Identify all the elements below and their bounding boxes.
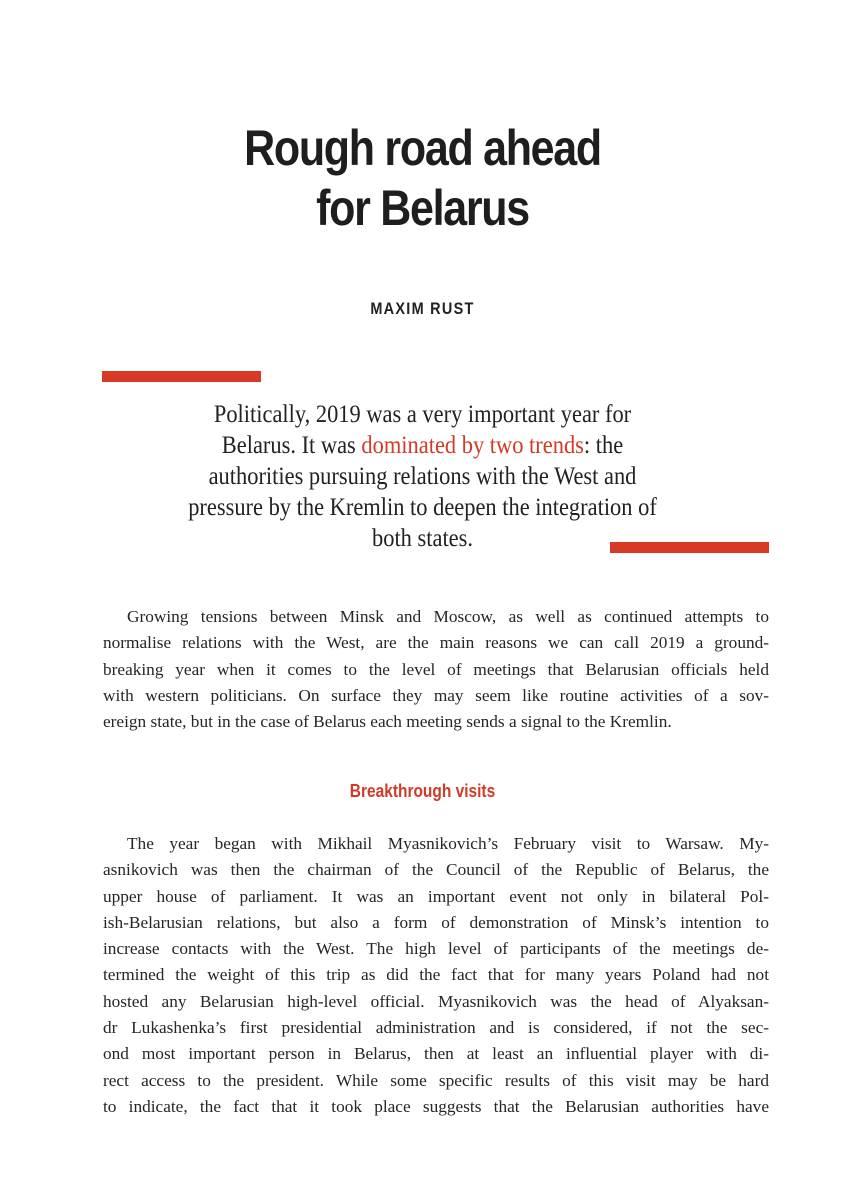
paragraph-line: normalise relations with the West, are the main reasons we can call 2019 a ground- (103, 633, 769, 653)
accent-bar-bottom (610, 542, 769, 553)
pull-quote (183, 398, 663, 553)
paragraph-line: rect access to the president. While some specific results of this visit may be hard (103, 1070, 769, 1090)
paragraph-line: asnikovich was then the chairman of the Council of the Republic of Belarus, the (103, 860, 769, 880)
pull-quote-highlight: dominated by two trends (361, 430, 584, 459)
title-line: for Belarus (316, 180, 529, 236)
paragraph-line: ond most important person in Belarus, then at least an influential player with di- (103, 1044, 769, 1064)
accent-bar-top (102, 371, 261, 382)
paragraph-line: termined the weight of this trip as did the fact that for many years Poland had not (103, 965, 769, 985)
paragraph-line: Growing tensions between Minsk and Moscow, as well as continued attempts to (127, 607, 769, 626)
paragraph-line: The year began with Mikhail Myasnikovich’s February visit to Warsaw. My- (127, 834, 769, 853)
article-title (59, 118, 786, 238)
paragraph-line: upper house of parliament. It was an important event not only in bilateral Pol- (103, 886, 769, 906)
paragraph-line: hosted any Belarusian high-level official. Myasnikovich was the head of Alyaksan- (103, 991, 769, 1011)
paragraph-line: breaking year when it comes to the level of meetings that Belarusian officials held (103, 659, 769, 679)
pull-quote-text-end: : the authorities pursuing relations with the West and pressure by the Kremlin to deepen the integration of both states. (188, 430, 657, 552)
paragraph-line: ereign state, but in the case of Belarus each meeting sends a signal to the Kremlin. (103, 712, 672, 732)
paragraph-line: increase contacts with the West. The high level of participants of the meetings de- (103, 939, 769, 959)
paragraph-line: dr Lukashenka’s first presidential administration and is considered, if not the sec- (103, 1018, 769, 1038)
intro-paragraph (103, 604, 769, 735)
pull-quote-text-start: Politically, 2019 was a very important year for Belarus. It was (213, 399, 632, 459)
paragraph-line: to indicate, the fact that it took place suggests that the Belarusian authorities have (103, 1096, 769, 1116)
author-byline: MAXIM RUST (370, 299, 475, 318)
section-paragraph (103, 831, 769, 1120)
paragraph-line: with western politicians. On surface they may seem like routine activities of a sov- (103, 685, 769, 705)
title-line: Rough road ahead (244, 120, 601, 176)
paragraph-line: ish-Belarusian relations, but also a form of demonstration of Minsk’s intention to (103, 912, 769, 932)
section-heading: Breakthrough visits (349, 781, 496, 801)
